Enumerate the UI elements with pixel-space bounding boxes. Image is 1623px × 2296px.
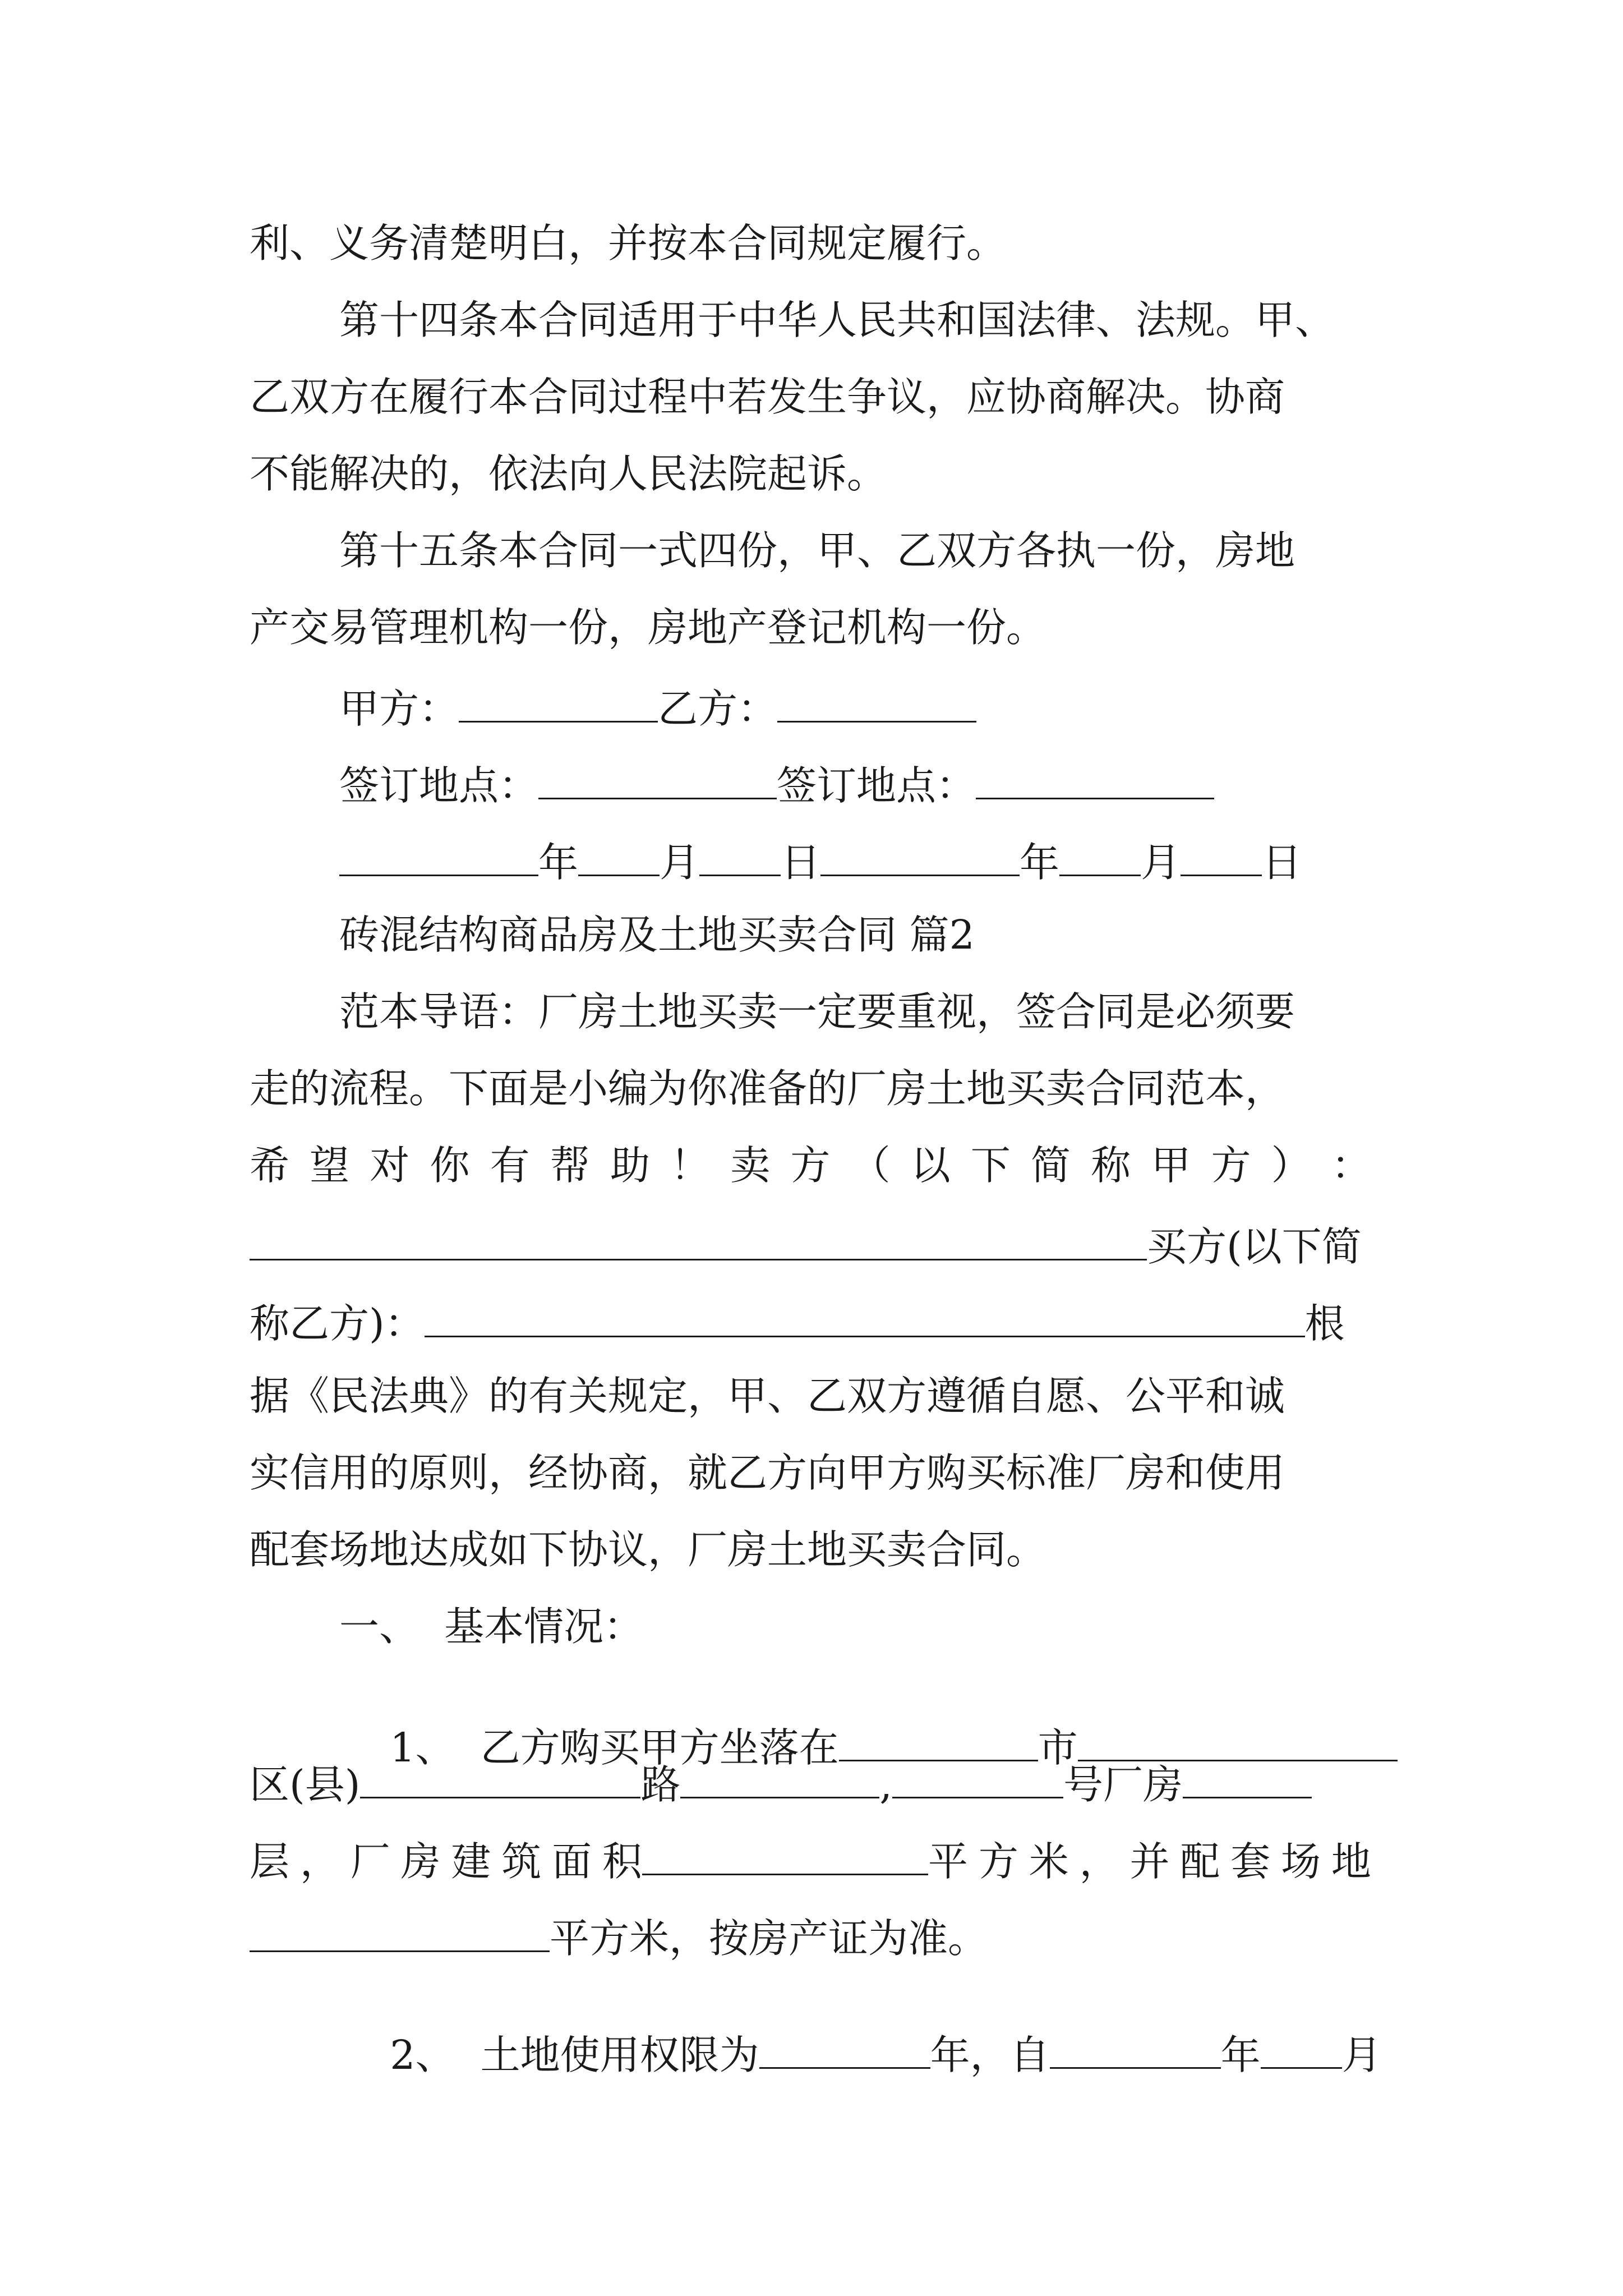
char: 房	[400, 1838, 441, 1885]
party-a-blank	[459, 684, 658, 723]
date-blank	[578, 838, 660, 876]
char: 以	[910, 1142, 951, 1189]
char: 面	[552, 1838, 592, 1885]
date-blank	[1181, 838, 1262, 876]
signature-parties-line	[339, 684, 976, 733]
paragraph-line: 据《民法典》的有关规定，甲、乙双方遵循自愿、公平和诚	[250, 1373, 1285, 1419]
site-area-blank	[250, 1914, 550, 1952]
item2-line	[339, 1991, 1382, 2115]
date-blank	[339, 838, 538, 876]
city-label: 市	[1038, 1724, 1078, 1772]
place-b-blank	[976, 761, 1214, 799]
char: 下	[970, 1142, 1011, 1189]
year-label: 年	[1020, 839, 1060, 886]
district-label: 区(县)	[250, 1761, 361, 1809]
buyer-label: 买方(以下简	[1147, 1223, 1362, 1271]
city-blank	[1078, 1723, 1398, 1761]
char: 方	[978, 1838, 1018, 1885]
party-b-label: 乙方：	[658, 685, 778, 733]
char: 帮	[550, 1142, 590, 1189]
district-blank	[360, 1760, 640, 1798]
item2-prefix: 2、 土地使用权限为	[390, 2032, 759, 2079]
party-b-blank	[777, 684, 976, 723]
char: 称	[1091, 1142, 1131, 1189]
char: 厂	[350, 1838, 390, 1885]
site-area-label: 平方米，按房产证为准。	[550, 1915, 988, 1962]
month-label: 月	[1141, 839, 1181, 886]
term-blank	[759, 2031, 930, 2069]
road-blank	[680, 1760, 879, 1798]
char: 平	[928, 1838, 969, 1885]
char: 你	[430, 1142, 470, 1189]
buyer-cont-line	[250, 1299, 1345, 1347]
section-heading: 一、 基本情况：	[339, 1603, 644, 1650]
year-label: 年	[538, 839, 579, 886]
char: 配	[1180, 1838, 1220, 1885]
char: 层	[250, 1838, 290, 1885]
paragraph-line: 走的流程。下面是小编为你准备的厂房土地买卖合同范本，	[250, 1065, 1285, 1112]
floor-blank	[1183, 1760, 1312, 1798]
date-blank	[820, 838, 1020, 876]
char: 方	[1211, 1142, 1251, 1189]
item1-prefix: 1、 乙方购买甲方坐落在	[390, 1724, 839, 1772]
day-label: 日	[781, 839, 821, 886]
char: 并	[1129, 1838, 1170, 1885]
item1-address-line	[250, 1760, 1312, 1809]
char: ：	[1331, 1142, 1371, 1189]
paragraph-line: 第十四条本合同适用于中华人民共和国法律、法规。甲、	[339, 297, 1335, 343]
number-blank	[892, 1760, 1063, 1798]
char: 希	[250, 1142, 290, 1189]
char: ，	[299, 1838, 340, 1885]
area-blank	[642, 1837, 928, 1875]
paragraph-line: 范本导语：厂房土地买卖一定要重视，签合同是必须要	[339, 988, 1295, 1035]
char: （	[850, 1142, 891, 1189]
paragraph-line: 实信用的原则，经协商，就乙方向甲方购买标准厂房和使用	[250, 1450, 1285, 1496]
char: 筑	[501, 1838, 542, 1885]
year-label: 年	[1220, 2032, 1261, 2079]
place-b-label: 签订地点：	[777, 762, 976, 809]
char: 建	[451, 1838, 491, 1885]
comma-label: ,	[879, 1761, 892, 1809]
char: ！	[670, 1142, 711, 1189]
char: 甲	[1151, 1142, 1191, 1189]
item1-area-line	[250, 1837, 1371, 1885]
char: 卖	[730, 1142, 771, 1189]
place-a-label: 签订地点：	[339, 762, 539, 809]
date-blank	[699, 838, 781, 876]
start-year-blank	[1050, 2031, 1221, 2069]
plant-label: 号厂房	[1063, 1761, 1183, 1809]
char: 望	[310, 1142, 350, 1189]
char: 套	[1230, 1838, 1271, 1885]
signature-place-line	[339, 761, 1214, 809]
party-a-label: 甲方：	[339, 685, 459, 733]
start-month-blank	[1261, 2031, 1342, 2069]
buyer-name-blank	[425, 1299, 1305, 1337]
buyer-cont-label: 称乙方)：	[250, 1300, 425, 1347]
char: 方	[790, 1142, 831, 1189]
char: 地	[1331, 1838, 1371, 1885]
seller-name-blank	[250, 1222, 1147, 1260]
char: 助	[610, 1142, 650, 1189]
char: 积	[602, 1838, 642, 1885]
char: 有	[490, 1142, 530, 1189]
char: 米	[1029, 1838, 1069, 1885]
paragraph-line: 产交易管理机构一份，房地产登记机构一份。	[250, 604, 1046, 651]
char: ，	[1079, 1838, 1119, 1885]
paragraph-line: 利、义务清楚明白，并按本合同规定履行。	[250, 220, 1007, 266]
paragraph-line: 乙双方在履行本合同过程中若发生争议，应协商解决。协商	[250, 374, 1285, 420]
road-label: 路	[640, 1761, 681, 1809]
char: 场	[1281, 1838, 1321, 1885]
char: 简	[1031, 1142, 1071, 1189]
paragraph-line-justified	[250, 1142, 1371, 1189]
year-from-label: 年，自	[930, 2032, 1050, 2079]
paragraph-line: 第十五条本合同一式四份，甲、乙双方各执一份，房地	[339, 527, 1295, 574]
char: 对	[370, 1142, 410, 1189]
char: ）	[1271, 1142, 1311, 1189]
month-label: 月	[1341, 2032, 1382, 2079]
buyer-line	[250, 1222, 1362, 1271]
item1-site-line	[250, 1914, 988, 1962]
month-label: 月	[660, 839, 700, 886]
section-title: 砖混结构商品房及土地买卖合同 篇2	[339, 912, 975, 958]
paragraph-line: 配套场地达成如下协议，厂房土地买卖合同。	[250, 1526, 1046, 1573]
date-blank	[1059, 838, 1141, 876]
place-a-blank	[538, 761, 777, 799]
signature-date-line	[339, 838, 1302, 886]
paragraph-line: 不能解决的，依法向人民法院起诉。	[250, 450, 887, 497]
basis-start: 根	[1304, 1300, 1345, 1347]
day-label: 日	[1262, 839, 1302, 886]
location-blank	[839, 1723, 1038, 1761]
